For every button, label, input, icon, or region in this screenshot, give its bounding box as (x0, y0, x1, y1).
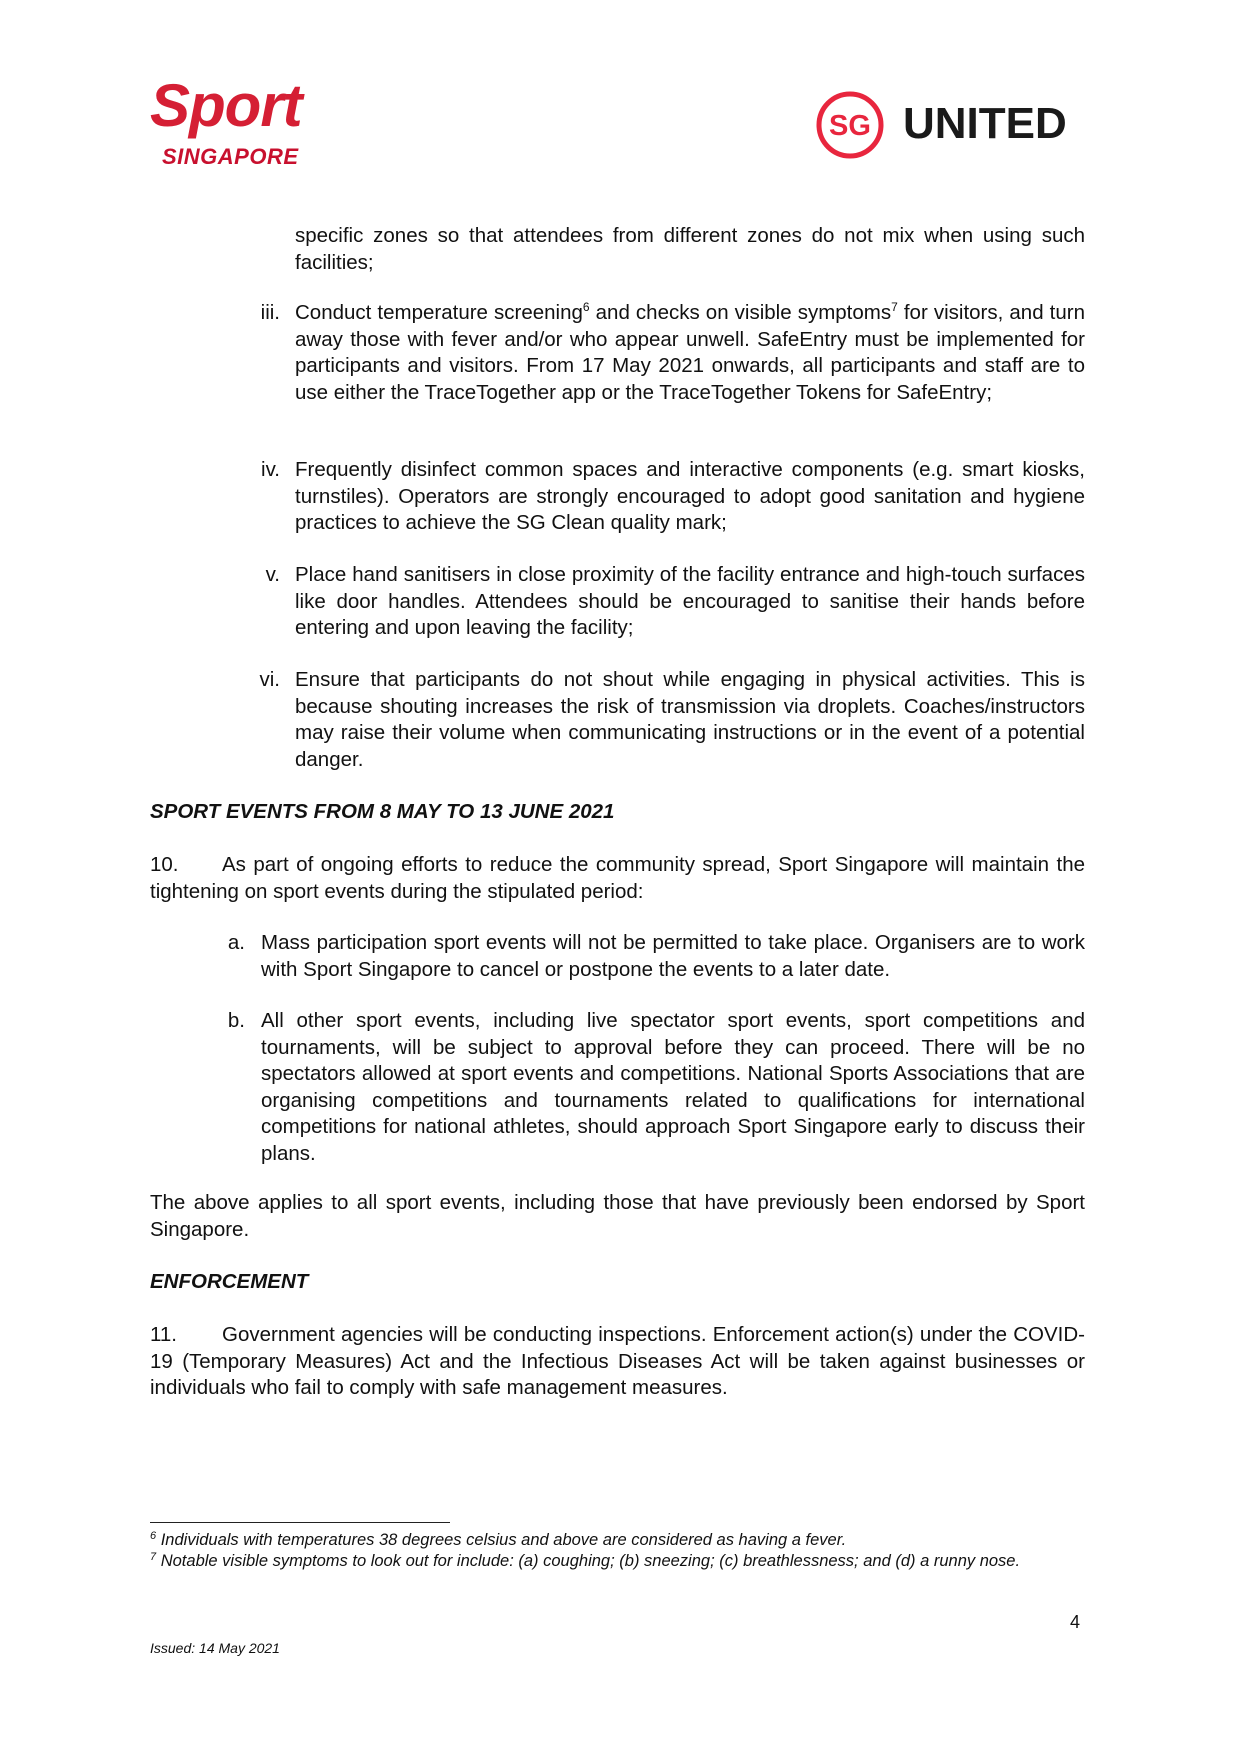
measure-v: Place hand sanitisers in close proximity of the facility entrance and high-touch surfaces like door handles. Attendees should be encouraged to sanitise their hands before entering and upon leaving the facility; (295, 563, 1085, 639)
measure-iii: Conduct temperature screening$^6$ and checks on visible symptoms$^7$ for visitors, and turn away those with fever and/or who appear unwell. SafeEntry must be implemented for participants and visitors. From 17 May 2021 onwards, all participants and staff are to use either the TraceTogether app or the TraceTogether Tokens for SafeEntry; (295, 300, 1085, 404)
issued-date: Issued: 14 May 2021 (150, 1640, 280, 1656)
footnote-ref[interactable]: 6 (582, 300, 590, 314)
footnote-ref[interactable]: 7 (891, 300, 898, 314)
page-number: 4 (1070, 1612, 1081, 1632)
events-closing: The above applies to all sport events, including those that have previously been endorsed by Sport Singapore. (150, 1191, 1085, 1241)
sg-badge-icon (815, 90, 885, 160)
measure-vi: Ensure that participants do not shout while engaging in physical activities. This is because shouting increases the risk of transmission via droplets. Coaches/instructors may raise their volume when communicating instructions or in the event of a potential danger. (295, 668, 1085, 771)
section-heading-events: SPORT EVENTS FROM 8 MAY TO 13 JUNE 2021 (150, 800, 615, 823)
paragraph-10: 10. As part of ongoing efforts to reduce the community spread, Sport Singapore will maintain the tightening on sport events during the stipulated period: (150, 853, 1085, 903)
events-item-b: All other sport events, including live spectator sport events, sport competitions and tournaments, will be subject to approval before they can proceed. There will be no spectators allowed at sport events and competitions. National Sports Associations that are organising competitions and tournaments related to qualifications for international competitions for national athletes, should approach Sport Singapore early to discuss their plans. (261, 1009, 1085, 1165)
list-number: a. (227, 931, 245, 954)
list-number: vi. (259, 668, 280, 691)
measure-iv: Frequently disinfect common spaces and interactive components (e.g. smart kiosks, turnstiles). Operators are strongly encouraged to adopt good sanitation and hygiene practices to achieve the SG Clean quality mark; (295, 458, 1085, 534)
paragraph-11: 11. Government agencies will be conducting inspections. Enforcement action(s) under the COVID-19 (Temporary Measures) Act and the Infectious Diseases Act will be taken against businesses or individuals who fail to comply with safe management measures. (150, 1323, 1085, 1399)
sg-badge-text: SG (829, 110, 871, 142)
sg-united-word: UNITED (903, 99, 1067, 148)
footnote-divider (150, 1522, 450, 1523)
paragraph-number: 11. (150, 1323, 177, 1346)
list-number: b. (227, 1009, 245, 1032)
section-heading-enforcement: ENFORCEMENT (150, 1270, 309, 1293)
intro-continuation: specific zones so that attendees from different zones do not mix when using such facilities; (295, 224, 1085, 274)
sport-logo-word: Sport (150, 72, 302, 139)
paragraph-number: 10. (150, 853, 179, 876)
list-number: v. (265, 563, 280, 586)
events-item-a: Mass participation sport events will not be permitted to take place. Organisers are to work with Sport Singapore to cancel or postpone the events to a later date. (261, 931, 1085, 981)
footnote-6: $^6$ Individuals with temperatures 38 degrees celsius and above are considered as having a fever. (150, 1530, 847, 1549)
sg-united-logo (815, 90, 1095, 170)
list-number: iii. (260, 301, 280, 324)
footnote-7: $^7$ Notable visible symptoms to look out for include: (a) coughing; (b) sneezing; (c) breathlessness; and (d) a runny nose. (150, 1551, 1021, 1570)
sport-singapore-logo (150, 72, 340, 174)
sport-logo-sub: SINGAPORE (162, 144, 299, 169)
list-number: iv. (261, 458, 280, 481)
